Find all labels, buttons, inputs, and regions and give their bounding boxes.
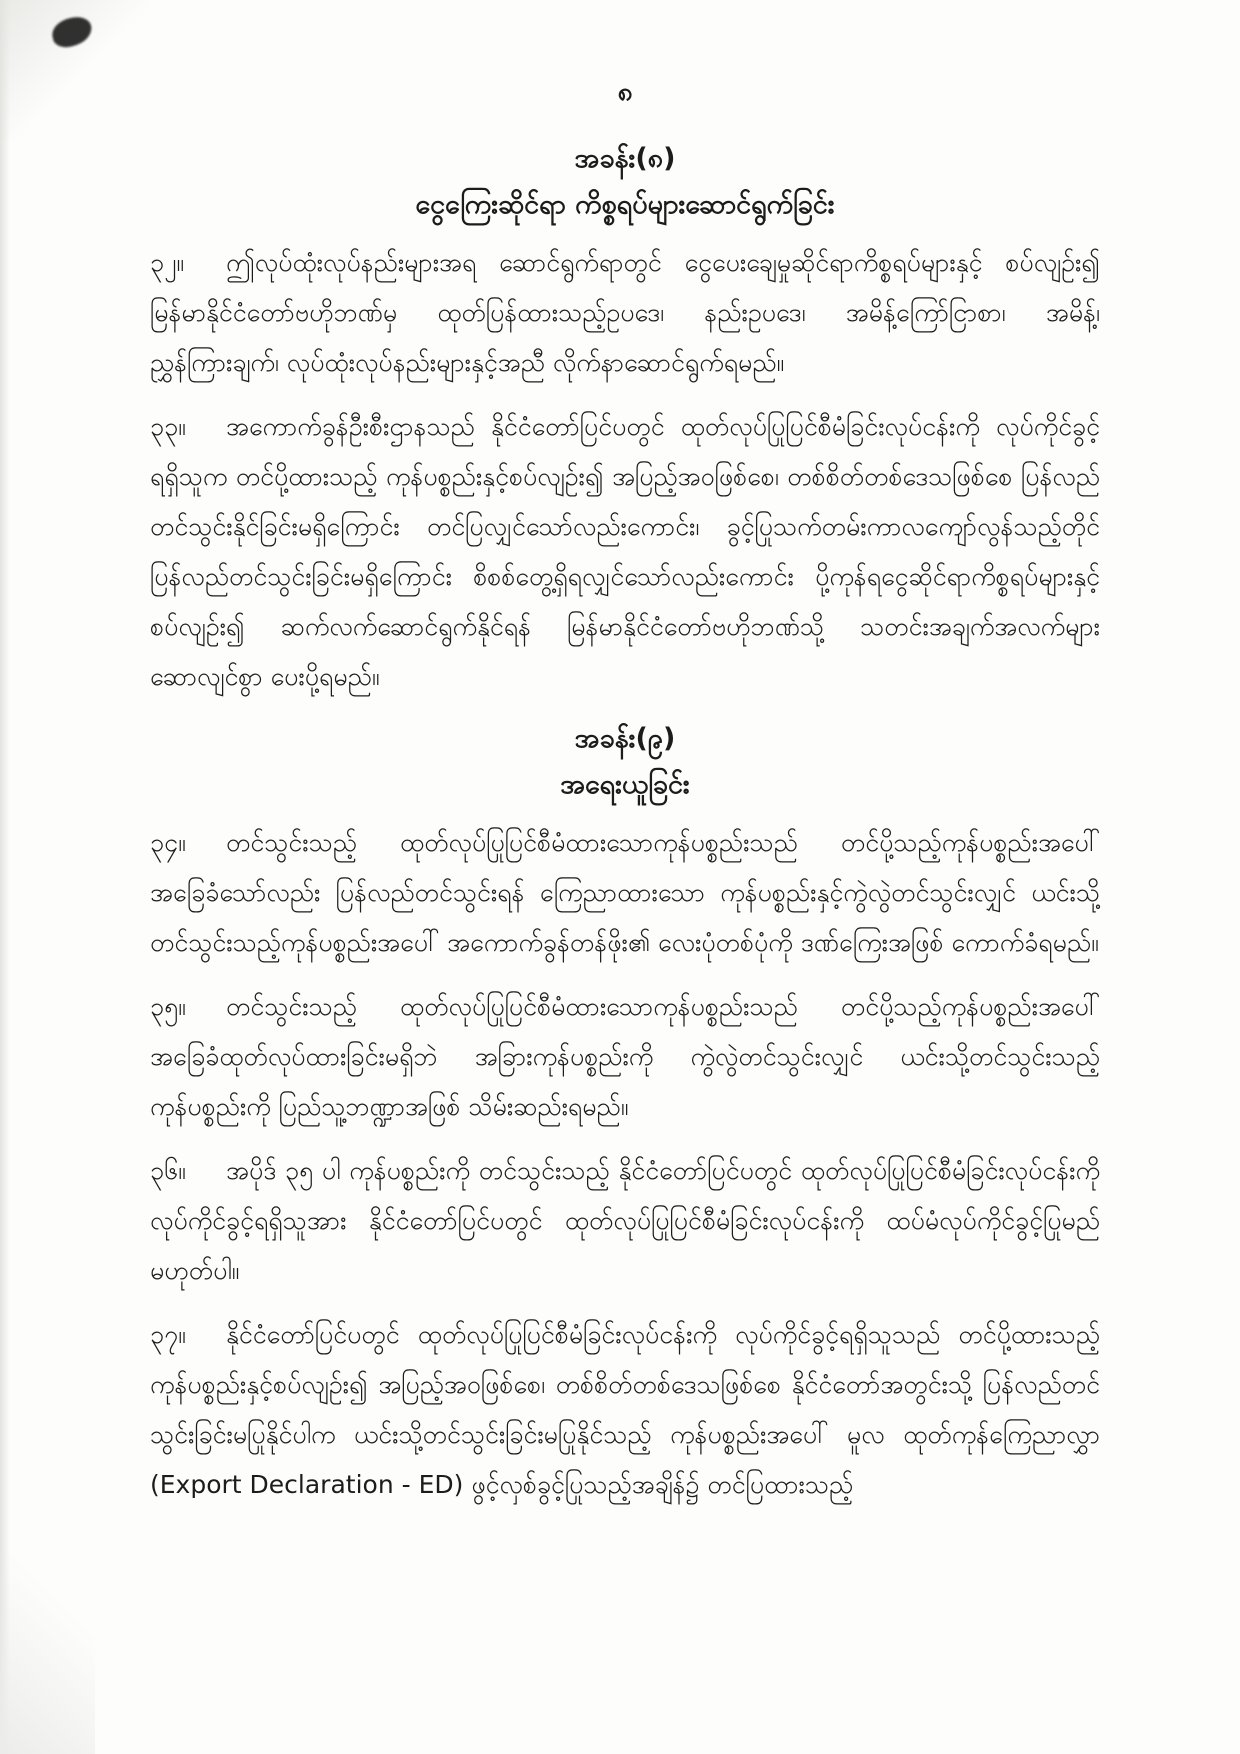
paragraph-35-number: ၃၅။: [150, 992, 186, 1021]
paragraph-34-number: ၃၄။: [150, 828, 186, 857]
paragraph-33-number: ၃၃။: [150, 412, 186, 441]
chapter-8-subtitle: ငွေကြေးဆိုင်ရာ ကိစ္စရပ်များဆောင်ရွက်ခြင်း: [415, 189, 835, 220]
paragraph-37-text: နိုင်ငံတော်ပြင်ပတွင် ထုတ်လုပ်ပြုပြင်စီမံခြင်းလုပ်ငန်းကို လုပ်ကိုင်ခွင့်ရရှိသူသည် တင်ပို့ထားသည့်ကုန်ပစ္စည်းနှင့်စပ်လျဉ်း၍ အပြည့်အဝဖြစ်စေ၊ တစ်စိတ်တစ်ဒေသဖြစ်စေ နိုင်ငံတော်အတွင်းသို့ ပြန်လည်တင်သွင်းခြင်းမပြုနိုင်ပါက ယင်းသို့တင်သွင်းခြင်းမပြုနိုင်သည့် ကုန်ပစ္စည်းအပေါ် မူလ ထုတ်ကုန်ကြေညာလွှာ (Export Declaration - ED) ဖွင့်လှစ်ခွင့်ပြုသည့်အချိန်၌ တင်ပြထားသည့်: [150, 1320, 1100, 1499]
paragraph-35-text: တင်သွင်းသည့် ထုတ်လုပ်ပြုပြင်စီမံထားသောကုန်ပစ္စည်းသည် တင်ပို့သည့်ကုန်ပစ္စည်းအပေါ် အခြေခံထုတ်လုပ်ထားခြင်းမရှိဘဲ အခြားကုန်ပစ္စည်းကို ကွဲလွဲတင်သွင်းလျှင် ယင်းသို့တင်သွင်းသည့် ကုန်ပစ္စည်းကို ပြည်သူ့ဘဏ္ဍာအဖြစ် သိမ်းဆည်းရမည်။: [150, 992, 1100, 1121]
paragraph-32: [150, 238, 1100, 388]
paragraph-36-text: အပိုဒ် ၃၅ ပါ ကုန်ပစ္စည်းကို တင်သွင်းသည့် နိုင်ငံတော်ပြင်ပတွင် ထုတ်လုပ်ပြုပြင်စီမံခြင်းလုပ်ငန်းကို လုပ်ကိုင်ခွင့်ရရှိသူအား နိုင်ငံတော်ပြင်ပတွင် ထုတ်လုပ်ပြုပြင်စီမံခြင်းလုပ်ငန်းကို ထပ်မံလုပ်ကိုင်ခွင့်ပြုမည်မဟုတ်ပါ။: [150, 1156, 1100, 1285]
scan-corner-shade: [0, 0, 150, 140]
paragraph-34-text: တင်သွင်းသည့် ထုတ်လုပ်ပြုပြင်စီမံထားသောကုန်ပစ္စည်းသည် တင်ပို့သည့်ကုန်ပစ္စည်းအပေါ် အခြေခံသော်လည်း ပြန်လည်တင်သွင်းရန် ကြေညာထားသော ကုန်ပစ္စည်းနှင့်ကွဲလွဲတင်သွင်းလျှင် ယင်းသို့တင်သွင်းသည့်ကုန်ပစ္စည်းအပေါ် အကောက်ခွန်တန်ဖိုး၏ လေးပုံတစ်ပုံကို ဒဏ်ကြေးအဖြစ် ကောက်ခံရမည်။: [150, 828, 1100, 957]
paragraph-36-number: ၃၆။: [150, 1156, 186, 1185]
chapter-9-heading: အခန်း(၉): [574, 723, 676, 754]
scan-bottom-smudge: [0, 1544, 95, 1754]
chapter-9-subtitle: အရေးယူခြင်း: [560, 769, 690, 800]
scan-ink-smudge: [50, 14, 95, 50]
page-number: ၈: [617, 77, 633, 107]
paragraph-37-number: ၃၇။: [150, 1320, 186, 1349]
paragraph-34: [150, 818, 1100, 968]
paragraph-33-text: အကောက်ခွန်ဦးစီးဌာနသည် နိုင်ငံတော်ပြင်ပတွင် ထုတ်လုပ်ပြုပြင်စီမံခြင်းလုပ်ငန်းကို လုပ်ကိုင်ခွင့်ရရှိသူက တင်ပို့ထားသည့် ကုန်ပစ္စည်းနှင့်စပ်လျဉ်း၍ အပြည့်အဝဖြစ်စေ၊ တစ်စိတ်တစ်ဒေသဖြစ်စေ ပြန်လည်တင်သွင်းနိုင်ခြင်းမရှိကြောင်း တင်ပြလျှင်သော်လည်းကောင်း၊ ခွင့်ပြုသက်တမ်းကာလကျော်လွန်သည့်တိုင် ပြန်လည်တင်သွင်းခြင်းမရှိကြောင်း စိစစ်တွေ့ရှိရလျှင်သော်လည်းကောင်း ပို့ကုန်ရငွေဆိုင်ရာကိစ္စရပ်များနှင့်စပ်လျဉ်း၍ ဆက်လက်ဆောင်ရွက်နိုင်ရန် မြန်မာနိုင်ငံတော်ဗဟိုဘဏ်သို့ သတင်းအချက်အလက်များ ဆောလျင်စွာ ပေးပို့ရမည်။: [150, 412, 1100, 691]
chapter-8-heading: အခန်း(၈): [574, 143, 676, 174]
scan-edge-shadow: [0, 0, 10, 1754]
paragraph-35: [150, 982, 1100, 1132]
paragraph-32-text: ဤလုပ်ထုံးလုပ်နည်းများအရ ဆောင်ရွက်ရာတွင် ငွေပေးချေမှုဆိုင်ရာကိစ္စရပ်များနှင့် စပ်လျဉ်း၍ မြန်မာနိုင်ငံတော်ဗဟိုဘဏ်မှ ထုတ်ပြန်ထားသည့်ဥပဒေ၊ နည်းဥပဒေ၊ အမိန့်ကြော်ငြာစာ၊ အမိန့်၊ ညွှန်ကြားချက်၊ လုပ်ထုံးလုပ်နည်းများနှင့်အညီ လိုက်နာဆောင်ရွက်ရမည်။: [150, 248, 1100, 377]
paragraph-32-number: ၃၂။: [150, 248, 184, 277]
paragraph-36: [150, 1146, 1100, 1296]
paragraph-37: [150, 1310, 1100, 1510]
paragraph-33: [150, 402, 1100, 702]
